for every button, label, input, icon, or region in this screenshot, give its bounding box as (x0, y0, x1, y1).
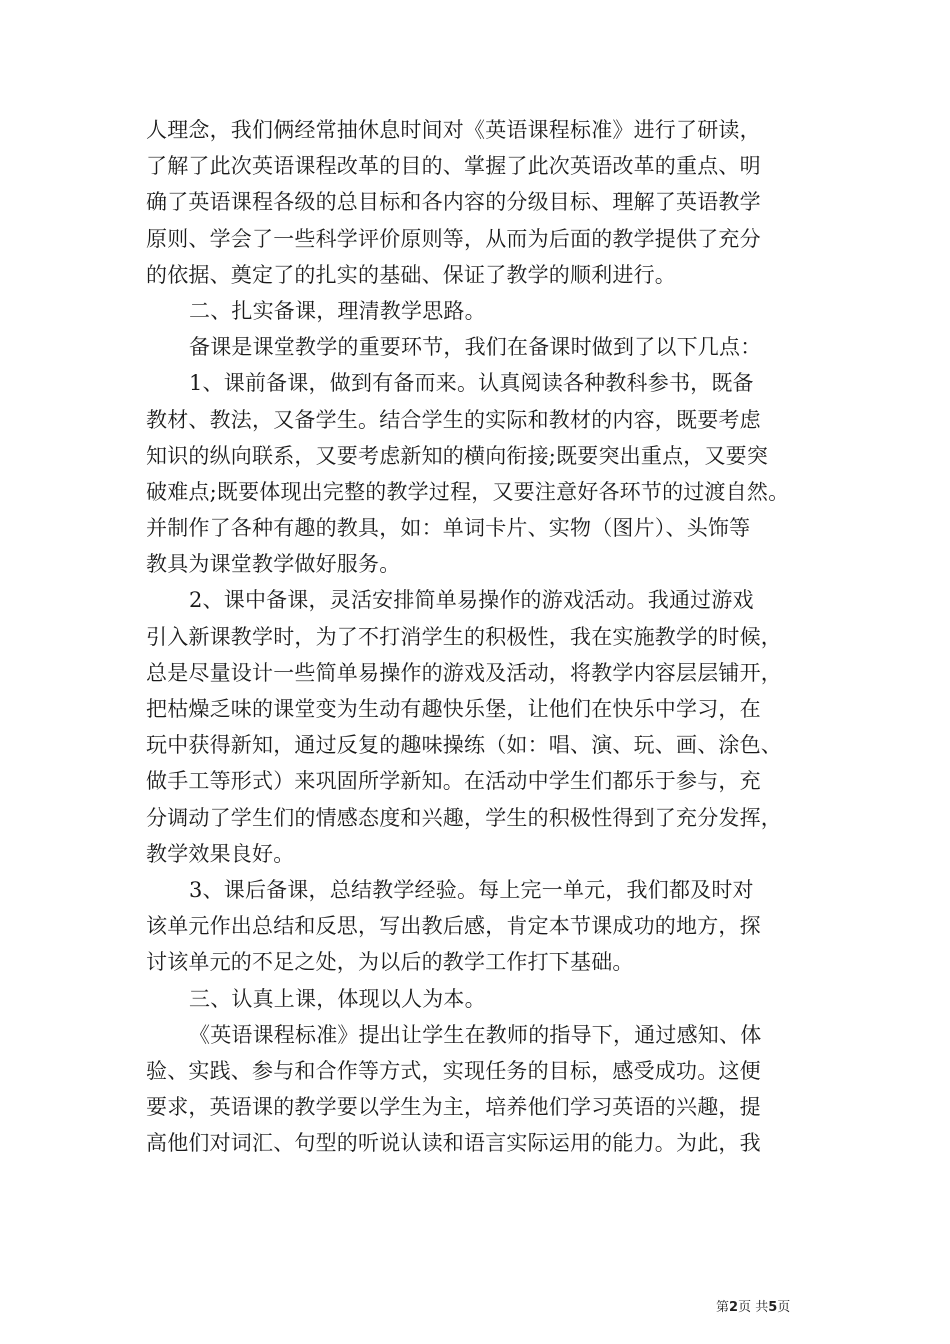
footer-middle: 页 共 (738, 1300, 769, 1315)
text-line: 1、课前备课，做到有备而来。认真阅读各种教科参书，既备 (189, 371, 754, 396)
total-pages-number: 5 (768, 1300, 778, 1315)
footer-suffix: 页 (777, 1300, 791, 1315)
section-heading: 三、认真上课，体现以人为本。 (189, 986, 486, 1011)
text-line: 《英语课程标准》提出让学生在教师的指导下，通过感知、体 (189, 1022, 762, 1047)
current-page-number: 2 (729, 1300, 739, 1315)
text-line: 并制作了各种有趣的教具，如：单词卡片、实物（图片）、头饰等 (146, 516, 751, 541)
footer-prefix: 第 (716, 1300, 730, 1315)
text-line: 破难点;既要体现出完整的教学过程，又要注意好各环节的过渡自然。 (146, 479, 790, 504)
text-line: 教学效果良好。 (146, 841, 295, 866)
text-line: 原则、学会了一些科学评价原则等，从而为后面的教学提供了充分 (146, 226, 761, 251)
text-line: 知识的纵向联系，又要考虑新知的横向衔接;既要突出重点，又要突 (146, 443, 769, 468)
section-heading: 二、扎实备课，理清教学思路。 (189, 298, 486, 323)
text-line: 备课是课堂教学的重要环节，我们在备课时做到了以下几点： (189, 335, 762, 360)
text-line: 讨该单元的不足之处，为以后的教学工作打下基础。 (146, 950, 634, 975)
text-line: 确了英语课程各级的总目标和各内容的分级目标、理解了英语教学 (146, 190, 761, 215)
text-line: 的依据、奠定了的扎实的基础、保证了教学的顺利进行。 (146, 262, 676, 287)
text-line: 要求，英语课的教学要以学生为主，培养他们学习英语的兴趣，提 (146, 1095, 761, 1120)
text-line: 总是尽量设计一些简单易操作的游戏及活动，将教学内容层层铺开， (146, 660, 782, 685)
text-line: 引入新课教学时，为了不打消学生的积极性，我在实施教学的时候， (146, 624, 782, 649)
page-footer (716, 1300, 790, 1316)
text-line: 教材、教法，又备学生。结合学生的实际和教材的内容，既要考虑 (146, 407, 761, 432)
text-line: 高他们对词汇、句型的听说认读和语言实际运用的能力。为此，我 (146, 1131, 761, 1156)
text-line: 了解了此次英语课程改革的目的、掌握了此次英语改革的重点、明 (146, 154, 761, 179)
text-line: 做手工等形式）来巩固所学新知。在活动中学生们都乐于参与，充 (146, 769, 761, 794)
body-text (146, 112, 826, 1161)
text-line: 把枯燥乏味的课堂变为生动有趣快乐堡，让他们在快乐中学习，在 (146, 697, 761, 721)
text-line: 该单元作出总结和反思，写出教后感，肯定本节课成功的地方，探 (146, 914, 761, 939)
text-line: 2、课中备课，灵活安排简单易操作的游戏活动。我通过游戏 (189, 588, 754, 613)
text-line: 人理念，我们俩经常抽休息时间对《英语课程标准》进行了研读， (146, 118, 761, 142)
text-line: 分调动了学生们的情感态度和兴趣，学生的积极性得到了充分发挥， (146, 805, 782, 830)
text-line: 验、实践、参与和合作等方式，实现任务的目标，感受成功。这便 (146, 1058, 761, 1083)
text-line: 玩中获得新知，通过反复的趣味操练（如：唱、演、玩、画、涂色、 (146, 733, 782, 758)
text-line: 3、课后备课，总结教学经验。每上完一单元，我们都及时对 (189, 877, 754, 902)
text-line: 教具为课堂教学做好服务。 (146, 552, 401, 577)
